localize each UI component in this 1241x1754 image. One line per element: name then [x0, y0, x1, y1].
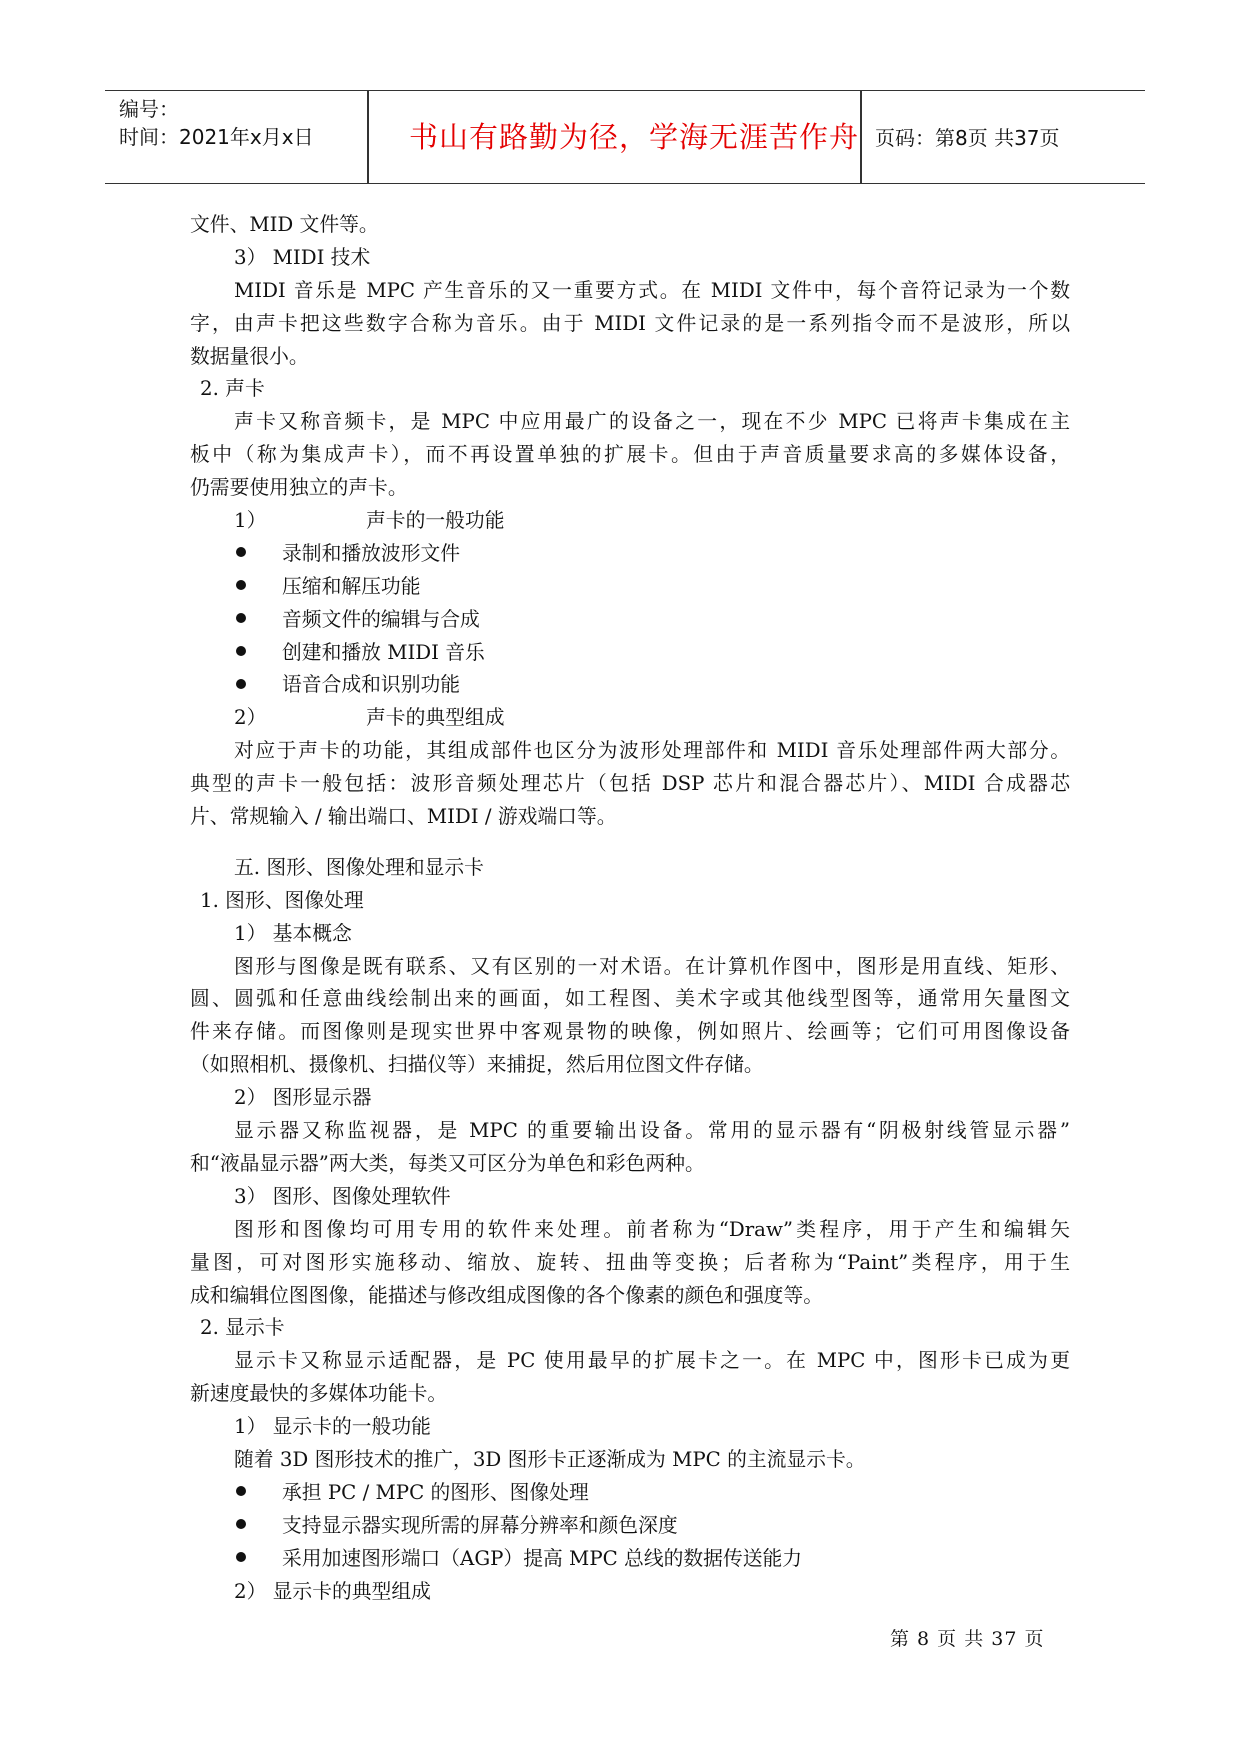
- subheading: 3） 图形、图像处理软件: [234, 1184, 451, 1208]
- page-footer: 第 8 页 共 37 页: [890, 1628, 1045, 1650]
- body-line: 成和编辑位图图像，能描述与修改组成图像的各个像素的颜色和强度等。: [190, 1283, 824, 1307]
- subheading: 3） MIDI 技术: [234, 245, 371, 269]
- bullet-item: [190, 538, 1070, 571]
- bullet-item: [190, 604, 1070, 637]
- body-line: 新速度最快的多媒体功能卡。: [190, 1382, 448, 1406]
- item-number: 2）: [234, 706, 267, 730]
- bullet-item: [190, 637, 1070, 670]
- bullet-text: 支持显示器实现所需的屏幕分辨率和颜色深度: [282, 1513, 678, 1537]
- bullet-icon: [236, 1519, 246, 1529]
- body-line: 显示器又称监视器，是 MPC 的重要输出设备。常用的显示器有“阴极射线管显示器”: [234, 1119, 1070, 1143]
- body-line: 显示卡又称显示适配器，是 PC 使用最早的扩展卡之一。在 MPC 中，图形卡已成为更: [234, 1349, 1070, 1373]
- document-body: [190, 209, 1070, 1608]
- bullet-icon: [236, 646, 246, 656]
- body-line: MIDI 音乐是 MPC 产生音乐的又一重要方式。在 MIDI 文件中，每个音符记录为一个数: [234, 278, 1070, 302]
- subheading: 1） 显示卡的一般功能: [234, 1415, 431, 1439]
- bullet-text: 压缩和解压功能: [282, 574, 421, 598]
- body-line: 随着 3D 图形技术的推广，3D 图形卡正逐渐成为 MPC 的主流显示卡。: [234, 1447, 866, 1471]
- item-text: 声卡的一般功能: [366, 509, 505, 533]
- time-label: 时间：2021年x月x日: [119, 125, 314, 149]
- bullet-icon: [236, 1552, 246, 1562]
- number-label: 编号：: [119, 97, 179, 121]
- body-line: 板中（称为集成声卡），而不再设置单独的扩展卡。但由于声音质量要求高的多媒体设备，: [190, 443, 1070, 467]
- header-page-info: 页码：第8页 共37页: [875, 126, 1060, 150]
- section-heading: 1. 图形、图像处理: [200, 888, 364, 912]
- item-number: 1）: [234, 509, 267, 533]
- body-line: 圆、圆弧和任意曲线绘制出来的画面，如工程图、美术字或其他线型图等，通常用矢量图文: [190, 987, 1070, 1011]
- numbered-item: [190, 505, 1070, 538]
- body-line: 文件、MID 文件等。: [190, 213, 379, 236]
- subheading: 1） 基本概念: [234, 921, 352, 945]
- bullet-text: 创建和播放 MIDI 音乐: [282, 640, 485, 664]
- body-line: 件来存储。而图像则是现实世界中客观景物的映像，例如照片、绘画等；它们可用图像设备: [190, 1020, 1070, 1044]
- section-heading: 2. 显示卡: [200, 1316, 285, 1340]
- section-heading: 2. 声卡: [200, 377, 265, 401]
- bullet-icon: [236, 547, 246, 557]
- body-line: 声卡又称音频卡，是 MPC 中应用最广的设备之一，现在不少 MPC 已将声卡集成在主: [234, 410, 1070, 434]
- bullet-text: 音频文件的编辑与合成: [282, 607, 480, 631]
- bullet-text: 语音合成和识别功能: [282, 673, 461, 697]
- bullet-icon: [236, 613, 246, 623]
- bullet-text: 承担 PC / MPC 的图形、图像处理: [282, 1480, 589, 1504]
- body-line: 和“液晶显示器”两大类，每类又可区分为单色和彩色两种。: [190, 1151, 705, 1175]
- bullet-text: 录制和播放波形文件: [282, 541, 461, 565]
- bullet-icon: [236, 580, 246, 590]
- header-motto: 书山有路勤为径，学海无涯苦作舟: [408, 120, 859, 154]
- body-line: 仍需要使用独立的声卡。: [190, 476, 408, 500]
- numbered-item: [190, 702, 1070, 735]
- body-line: （如照相机、摄像机、扫描仪等）来捕捉，然后用位图文件存储。: [190, 1053, 764, 1077]
- bullet-item: [190, 1510, 1070, 1543]
- body-line: 图形和图像均可用专用的软件来处理。前者称为“Draw”类程序，用于产生和编辑矢: [234, 1217, 1070, 1241]
- item-text: 声卡的典型组成: [366, 706, 505, 730]
- bullet-icon: [236, 679, 246, 689]
- page-header: [105, 90, 1145, 184]
- header-meta: [119, 95, 314, 151]
- subheading: 2） 显示卡的典型组成: [234, 1579, 431, 1603]
- body-line: 片、常规输入 / 输出端口、MIDI / 游戏端口等。: [190, 805, 617, 829]
- body-line: 量图，可对图形实施移动、缩放、旋转、扭曲等变换；后者称为“Paint”类程序，用于生: [190, 1250, 1070, 1274]
- body-line: 字，由声卡把这些数字合称为音乐。由于 MIDI 文件记录的是一系列指令而不是波形，所以: [190, 311, 1070, 335]
- chapter-heading: 五. 图形、图像处理和显示卡: [234, 855, 484, 879]
- body-line: 对应于声卡的功能，其组成部件也区分为波形处理部件和 MIDI 音乐处理部件两大部分。: [234, 739, 1070, 763]
- bullet-icon: [236, 1486, 246, 1496]
- body-line: 图形与图像是既有联系、又有区别的一对术语。在计算机作图中，图形是用直线、矩形、: [234, 954, 1070, 978]
- bullet-item: [190, 571, 1070, 604]
- bullet-item: [190, 1543, 1070, 1576]
- body-line: 数据量很小。: [190, 344, 309, 368]
- body-line: 典型的声卡一般包括：波形音频处理芯片（包括 DSP 芯片和混合器芯片）、MIDI 合成器芯: [190, 772, 1070, 796]
- subheading: 2） 图形显示器: [234, 1086, 372, 1110]
- bullet-item: [190, 669, 1070, 702]
- header-divider-right: [860, 91, 862, 183]
- bullet-item: [190, 1477, 1070, 1510]
- header-divider-left: [367, 91, 369, 183]
- bullet-text: 采用加速图形端口（AGP）提高 MPC 总线的数据传送能力: [282, 1546, 803, 1570]
